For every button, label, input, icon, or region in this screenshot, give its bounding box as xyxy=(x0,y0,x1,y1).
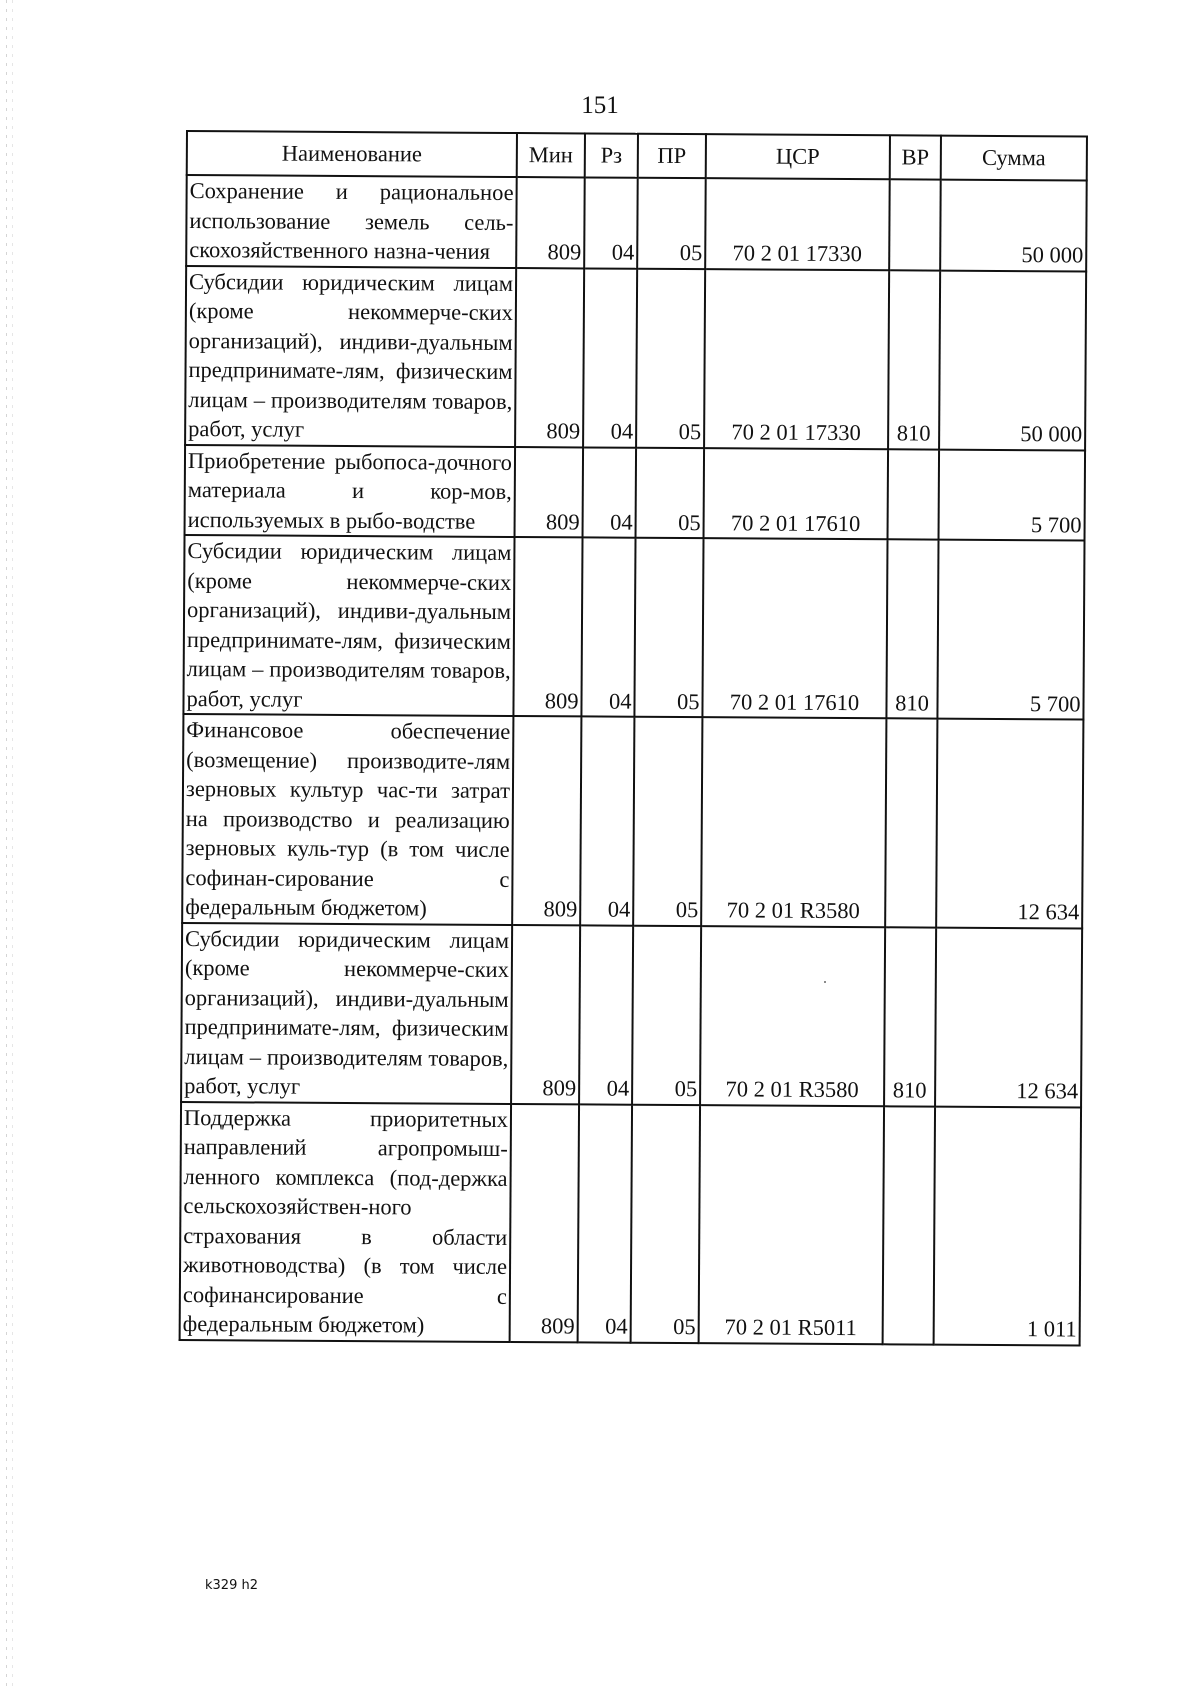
row-rz: 04 xyxy=(580,716,634,925)
row-pr: 05 xyxy=(632,925,701,1104)
table-row xyxy=(186,175,1087,271)
row-rz: 04 xyxy=(579,925,633,1104)
row-sum: 12 634 xyxy=(935,927,1082,1107)
row-csr: 70 2 01 17610 xyxy=(702,538,887,718)
scan-speck xyxy=(824,981,826,983)
row-csr: 70 2 01 R3580 xyxy=(701,717,886,927)
row-min: 809 xyxy=(513,537,582,716)
header-rz: Рз xyxy=(585,133,638,177)
table-row xyxy=(182,714,1083,928)
row-pr: 05 xyxy=(636,268,705,447)
table-row xyxy=(185,266,1086,450)
row-min: 809 xyxy=(510,1104,579,1342)
header-name: Наименование xyxy=(187,131,517,177)
table-row xyxy=(181,922,1082,1106)
row-min: 809 xyxy=(516,177,585,268)
header-csr: ЦСР xyxy=(706,134,890,179)
row-sum: 12 634 xyxy=(936,719,1083,928)
scan-edge-mark xyxy=(12,0,13,1686)
budget-table xyxy=(179,130,1088,1346)
row-min: 809 xyxy=(511,925,580,1104)
row-vr xyxy=(889,179,941,270)
row-name: Поддержка приоритетных направлений агропромыш-ленного комплекса (под-держка сельскохозяйствен-ного страхования в области животноводства) (в том числе софинансирование с федеральным бюджетом) xyxy=(180,1101,511,1341)
row-vr: 810 xyxy=(886,539,938,718)
table-row xyxy=(183,535,1084,719)
row-csr: 70 2 01 17330 xyxy=(704,269,889,449)
row-name: Субсидии юридическим лицам (кроме некоммерче-ских организаций), индиви-дуальным предпринимате-лям, физическим лицам – производителям товаров, работ, услуг xyxy=(181,922,512,1103)
row-name: Субсидии юридическим лицам (кроме некоммерче-ских организаций), индиви-дуальным предпринимате-лям, физическим лицам – производителям товаров, работ, услуг xyxy=(185,266,516,447)
row-vr: 810 xyxy=(888,270,940,449)
row-sum: 1 011 xyxy=(934,1106,1081,1345)
table-row xyxy=(185,445,1086,541)
row-pr: 05 xyxy=(633,717,702,926)
row-name: Приобретение рыбопоса-дочного материала и кор-мов, используемых в рыбо-водстве xyxy=(185,445,516,538)
row-pr: 05 xyxy=(631,1104,700,1342)
row-csr: 70 2 01 R3580 xyxy=(700,926,885,1106)
row-rz: 04 xyxy=(584,177,638,268)
row-csr: 70 2 01 17610 xyxy=(704,448,889,540)
row-name: Финансовое обеспечение (возмещение) производите-лям зерновых культур час-ти затрат на производство и реализацию зерновых куль-тур (в том числе софинан-сирование с федеральным бюджетом) xyxy=(182,714,513,925)
row-rz: 04 xyxy=(583,268,637,447)
header-vr: ВР xyxy=(890,135,941,179)
row-vr xyxy=(888,449,940,540)
row-vr xyxy=(883,1106,935,1344)
row-pr: 05 xyxy=(634,538,703,717)
header-sum: Сумма xyxy=(941,136,1087,181)
row-name: Субсидии юридическим лицам (кроме некоммерче-ских организаций), индиви-дуальным предпринимате-лям, физическим лицам – производителям товаров, работ, услуг xyxy=(183,535,514,716)
footer-document-code: k329 h2 xyxy=(205,1578,258,1593)
row-pr: 05 xyxy=(637,178,706,269)
table-row xyxy=(180,1101,1081,1344)
page-number: 151 xyxy=(581,92,619,119)
row-pr: 05 xyxy=(636,447,705,538)
table-header-row xyxy=(187,131,1087,180)
row-csr: 70 2 01 R5011 xyxy=(699,1105,884,1344)
row-rz: 04 xyxy=(578,1104,632,1342)
row-min: 809 xyxy=(515,268,584,447)
row-csr: 70 2 01 17330 xyxy=(705,178,890,270)
row-min: 809 xyxy=(512,716,581,925)
row-vr: 810 xyxy=(884,927,936,1106)
row-sum: 50 000 xyxy=(939,270,1086,450)
row-rz: 04 xyxy=(581,537,635,716)
row-vr xyxy=(885,718,937,927)
row-sum: 50 000 xyxy=(940,180,1087,271)
row-sum: 5 700 xyxy=(939,449,1086,540)
row-min: 809 xyxy=(515,447,584,538)
row-rz: 04 xyxy=(583,447,637,538)
header-min: Мин xyxy=(517,133,585,177)
row-sum: 5 700 xyxy=(937,540,1084,720)
scan-edge-mark xyxy=(6,0,7,1686)
row-name: Сохранение и рациональное использование земель сель-скохозяйственного назна-чения xyxy=(186,175,517,268)
header-pr: ПР xyxy=(638,134,706,178)
